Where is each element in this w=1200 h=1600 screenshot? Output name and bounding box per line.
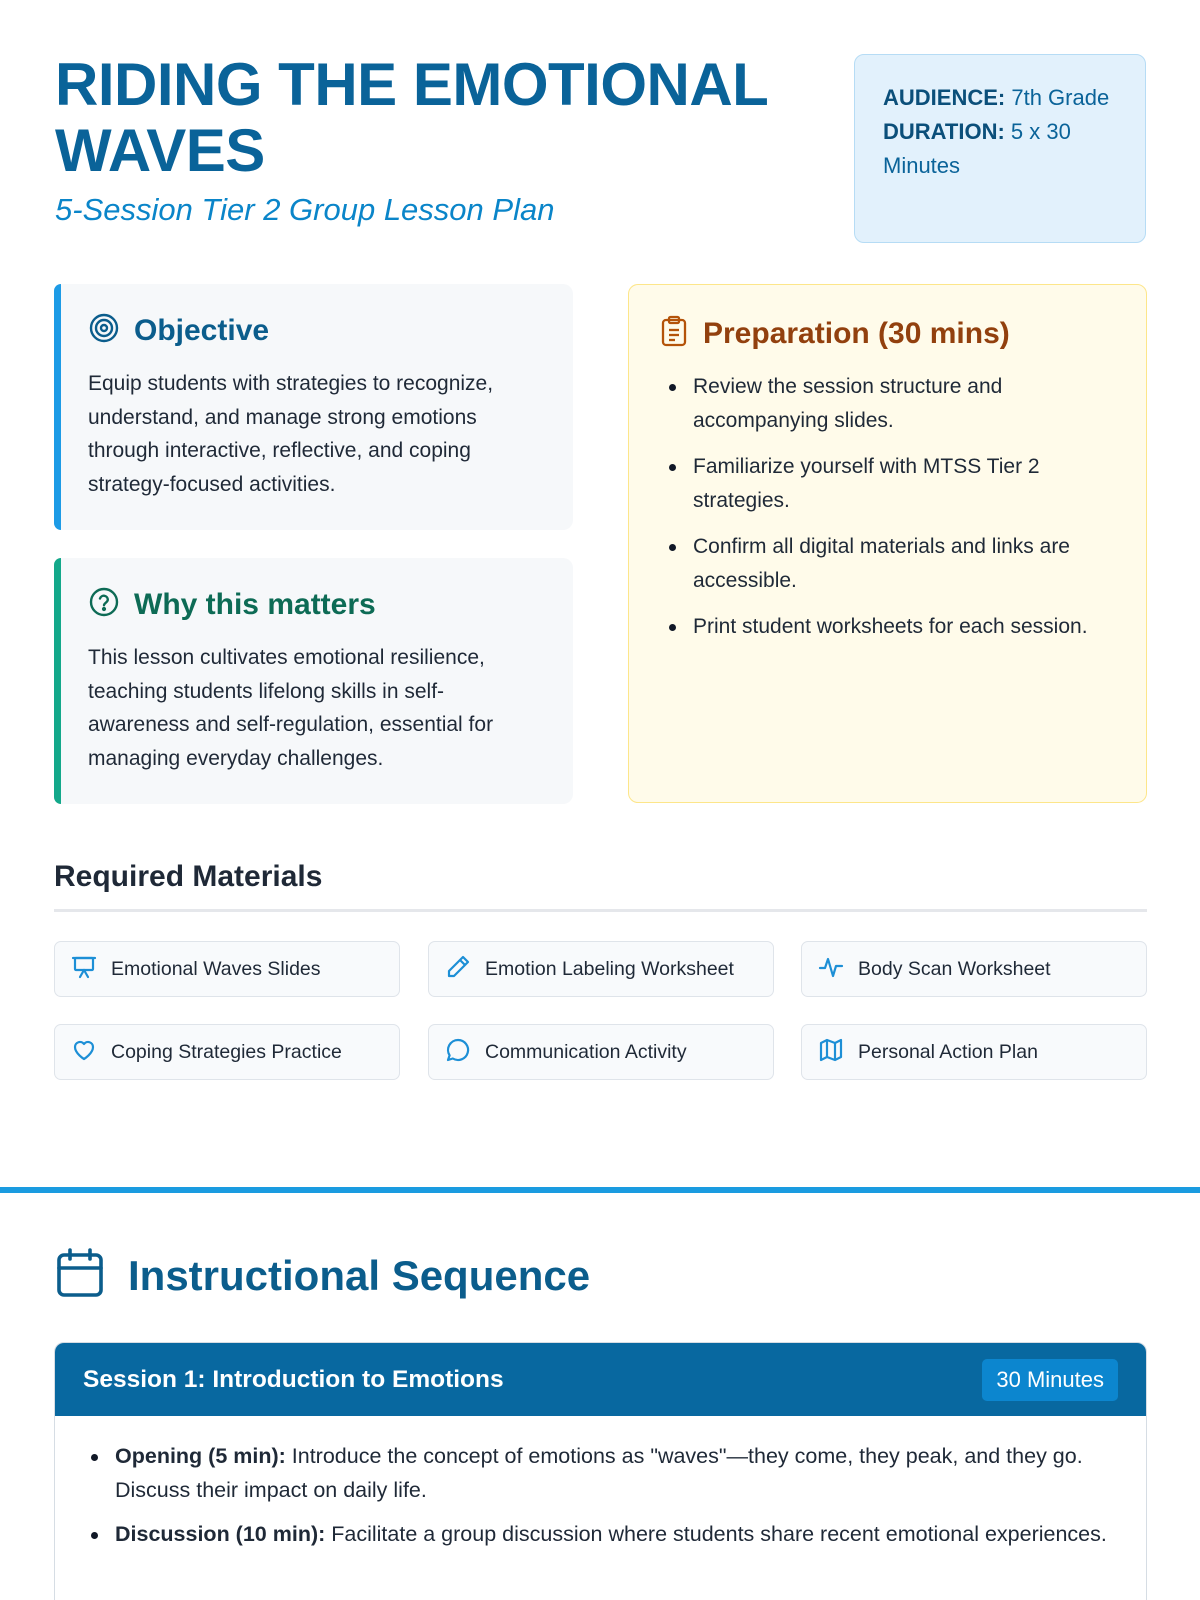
activity-text: Facilitate a group discussion where students share recent emotional experiences. bbox=[325, 1522, 1107, 1546]
calendar-icon bbox=[56, 1248, 104, 1303]
heart-icon bbox=[71, 1037, 97, 1068]
preparation-item: Familiarize yourself with MTSS Tier 2 strategies. bbox=[665, 450, 1118, 517]
audience-label: AUDIENCE: bbox=[883, 85, 1006, 110]
sequence-header bbox=[56, 1248, 590, 1303]
duration-value: 5 x 30 Minutes bbox=[883, 119, 1071, 178]
objective-card bbox=[54, 284, 573, 530]
materials-title: Required Materials bbox=[54, 860, 323, 893]
why-text: This lesson cultivates emotional resilience, teaching students lifelong skills in self-awareness and self-regulation, essential for managing everyday challenges. bbox=[88, 646, 494, 770]
activity-label: Discussion (10 min): bbox=[115, 1522, 326, 1546]
header bbox=[55, 52, 835, 230]
material-label: Emotion Labeling Worksheet bbox=[485, 957, 734, 980]
map-icon bbox=[818, 1037, 844, 1068]
material-label: Coping Strategies Practice bbox=[111, 1040, 342, 1063]
clipboard-icon bbox=[659, 315, 689, 352]
objective-text: Equip students with strategies to recognize, understand, and manage strong emotions through interactive, reflective, and coping strategy-focused activities. bbox=[88, 372, 494, 496]
duration-label: DURATION: bbox=[883, 119, 1005, 144]
preparation-list bbox=[659, 370, 1118, 644]
help-circle-icon bbox=[88, 586, 120, 623]
section-divider bbox=[0, 1187, 1200, 1193]
title-line-2: WAVES bbox=[55, 117, 265, 184]
preparation-item: Confirm all digital materials and links are accessible. bbox=[665, 530, 1118, 597]
preparation-header bbox=[659, 315, 1118, 352]
objective-title: Objective bbox=[134, 313, 270, 347]
pencil-icon bbox=[445, 954, 471, 985]
preparation-item: Print student worksheets for each session. bbox=[665, 610, 1118, 644]
presentation-icon bbox=[71, 954, 97, 985]
duration-line bbox=[883, 115, 1117, 183]
material-item-body-scan[interactable] bbox=[801, 941, 1147, 997]
material-label: Emotional Waves Slides bbox=[111, 957, 321, 980]
preparation-title: Preparation (30 mins) bbox=[703, 316, 1010, 350]
audience-line bbox=[883, 81, 1117, 115]
page-subtitle: 5-Session Tier 2 Group Lesson Plan bbox=[55, 192, 555, 227]
material-item-action-plan[interactable] bbox=[801, 1024, 1147, 1080]
material-item-emotion-worksheet[interactable] bbox=[428, 941, 774, 997]
session-activity-item bbox=[89, 1440, 1118, 1507]
materials-divider bbox=[54, 909, 1147, 912]
preparation-item: Review the session structure and accompanying slides. bbox=[665, 370, 1118, 437]
title-line-1: RIDING THE EMOTIONAL bbox=[55, 51, 769, 118]
material-label: Body Scan Worksheet bbox=[858, 957, 1051, 980]
objective-header bbox=[88, 312, 545, 349]
preparation-card bbox=[628, 284, 1147, 803]
material-label: Personal Action Plan bbox=[858, 1040, 1038, 1063]
session-header[interactable] bbox=[55, 1343, 1146, 1416]
why-card bbox=[54, 558, 573, 804]
session-duration-badge: 30 Minutes bbox=[982, 1359, 1118, 1401]
why-title: Why this matters bbox=[134, 587, 376, 621]
page-title bbox=[55, 52, 835, 184]
audience-value: 7th Grade bbox=[1011, 85, 1110, 110]
session-activity-item bbox=[89, 1518, 1118, 1552]
audience-info-box bbox=[854, 54, 1146, 243]
target-icon bbox=[88, 312, 120, 349]
message-circle-icon bbox=[445, 1037, 471, 1068]
material-item-communication[interactable] bbox=[428, 1024, 774, 1080]
material-item-slides[interactable] bbox=[54, 941, 400, 997]
activity-text: Introduce the concept of emotions as "waves"—they come, they peak, and they go. Discuss their impact on daily life. bbox=[115, 1444, 1083, 1502]
session-title: Session 1: Introduction to Emotions bbox=[83, 1365, 504, 1393]
session-card bbox=[54, 1342, 1147, 1600]
why-header bbox=[88, 586, 545, 623]
session-activity-list bbox=[55, 1416, 1146, 1552]
material-label: Communication Activity bbox=[485, 1040, 687, 1063]
activity-label: Opening (5 min): bbox=[115, 1444, 286, 1468]
activity-icon bbox=[818, 954, 844, 985]
material-item-coping[interactable] bbox=[54, 1024, 400, 1080]
sequence-title: Instructional Sequence bbox=[128, 1251, 591, 1299]
